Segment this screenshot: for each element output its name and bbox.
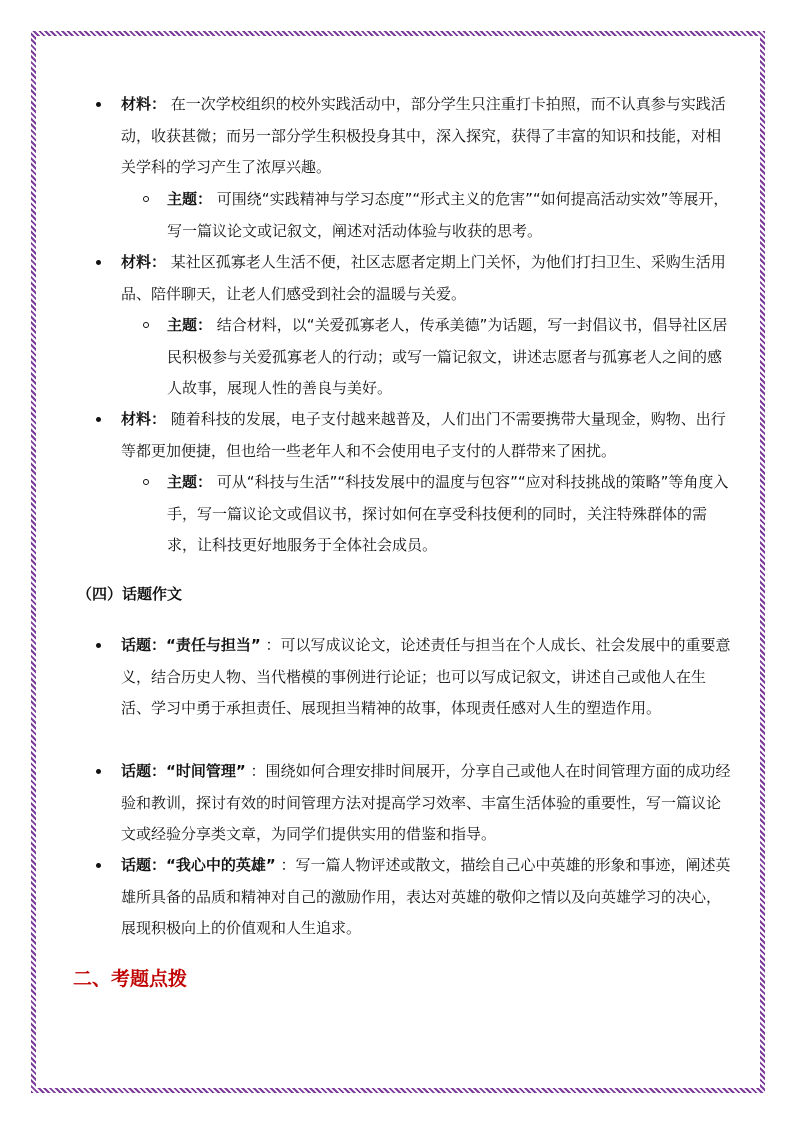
topic-item — [121, 756, 733, 851]
circle-bullet-icon — [143, 196, 149, 202]
material-item — [121, 89, 733, 184]
circle-bullet-icon — [143, 322, 149, 328]
section-heading: （四）话题作文 — [77, 585, 183, 603]
theme-item — [167, 467, 733, 562]
theme-text: 可围绕“实践精神与学习态度”“形式主义的危害”“如何提高活动实效”等展开，写一篇议论文或记叙文，阐述对活动体验与收获的思考。 — [167, 190, 729, 240]
topic-text: ：写一篇人物评述或散文，描绘自己心中英雄的形象和事迹，阐述英雄所具备的品质和精神对自己的激励作用，表达对英雄的敬仰之情以及向英雄学习的决心，展现积极向上的价值观和人生追求。 — [121, 856, 731, 937]
bullet-icon — [96, 863, 101, 868]
topic-text: ：可以写成议论文，论述责任与担当在个人成长、社会发展中的重要意义，结合历史人物、当代楷模的事例进行论证；也可以写成记叙文，讲述自己或他人在生活、学习中勇于承担责任、展现担当精神的故事，体现责任感对人生的塑造作用。 — [121, 636, 731, 717]
bullet-icon — [96, 260, 101, 265]
material-label: 材料： — [121, 253, 167, 271]
material-item — [121, 404, 733, 467]
theme-text: 结合材料，以“关爱孤寡老人，传承美德”为话题，写一封倡议书，倡导社区居民积极参与关爱孤寡老人的行动；或写一篇记叙文，讲述志愿者与孤寡老人之间的感人故事，展现人性的善良与美好。 — [167, 316, 728, 397]
bullet-icon — [96, 769, 101, 774]
topic-text: ：围绕如何合理安排时间展开，分享自己或他人在时间管理方面的成功经验和教训，探讨有效的时间管理方法对提高学习效率、丰富生活体验的重要性，写一篇议论文或经验分享类文章，为同学们提供实用的借鉴和指导。 — [121, 762, 731, 843]
material-label: 材料： — [121, 95, 167, 113]
material-item — [121, 247, 733, 310]
topic-label: 话题：“时间管理” — [121, 762, 246, 780]
bullet-icon — [96, 643, 101, 648]
theme-text: 可从“科技与生活”“科技发展中的温度与包容”“应对科技挑战的策略”等角度入手，写一篇议论文或倡议书，探讨如何在享受科技便利的同时，关注特殊群体的需求，让科技更好地服务于全体社会成员。 — [167, 473, 729, 554]
theme-item — [167, 310, 733, 405]
topic-item — [121, 850, 733, 945]
theme-label: 主题： — [167, 190, 213, 208]
material-label: 材料： — [121, 410, 167, 428]
topic-label: 话题：“我心中的英雄” — [121, 856, 276, 874]
material-text: 随着科技的发展，电子支付越来越普及，人们出门不需要携带大量现金，购物、出行等都更加便捷，但也给一些老年人和不会使用电子支付的人群带来了困扰。 — [121, 410, 726, 460]
circle-bullet-icon — [143, 479, 149, 485]
material-text: 在一次学校组织的校外实践活动中，部分学生只注重打卡拍照，而不认真参与实践活动，收获甚微；而另一部分学生积极投身其中，深入探究，获得了丰富的知识和技能，对相关学科的学习产生了浓厚兴趣。 — [121, 95, 726, 176]
bullet-icon — [96, 417, 101, 422]
bullet-icon — [96, 102, 101, 107]
material-text: 某社区孤寡老人生活不便，社区志愿者定期上门关怀，为他们打扫卫生、采购生活用品、陪伴聊天，让老人们感受到社会的温暖与关爱。 — [121, 253, 726, 303]
theme-label: 主题： — [167, 316, 213, 334]
topic-item — [121, 630, 733, 725]
topic-label: 话题：“责任与担当” — [121, 636, 261, 654]
section-two-heading: 二、考题点拨 — [73, 968, 188, 990]
theme-label: 主题： — [167, 473, 213, 491]
theme-item — [167, 184, 733, 247]
